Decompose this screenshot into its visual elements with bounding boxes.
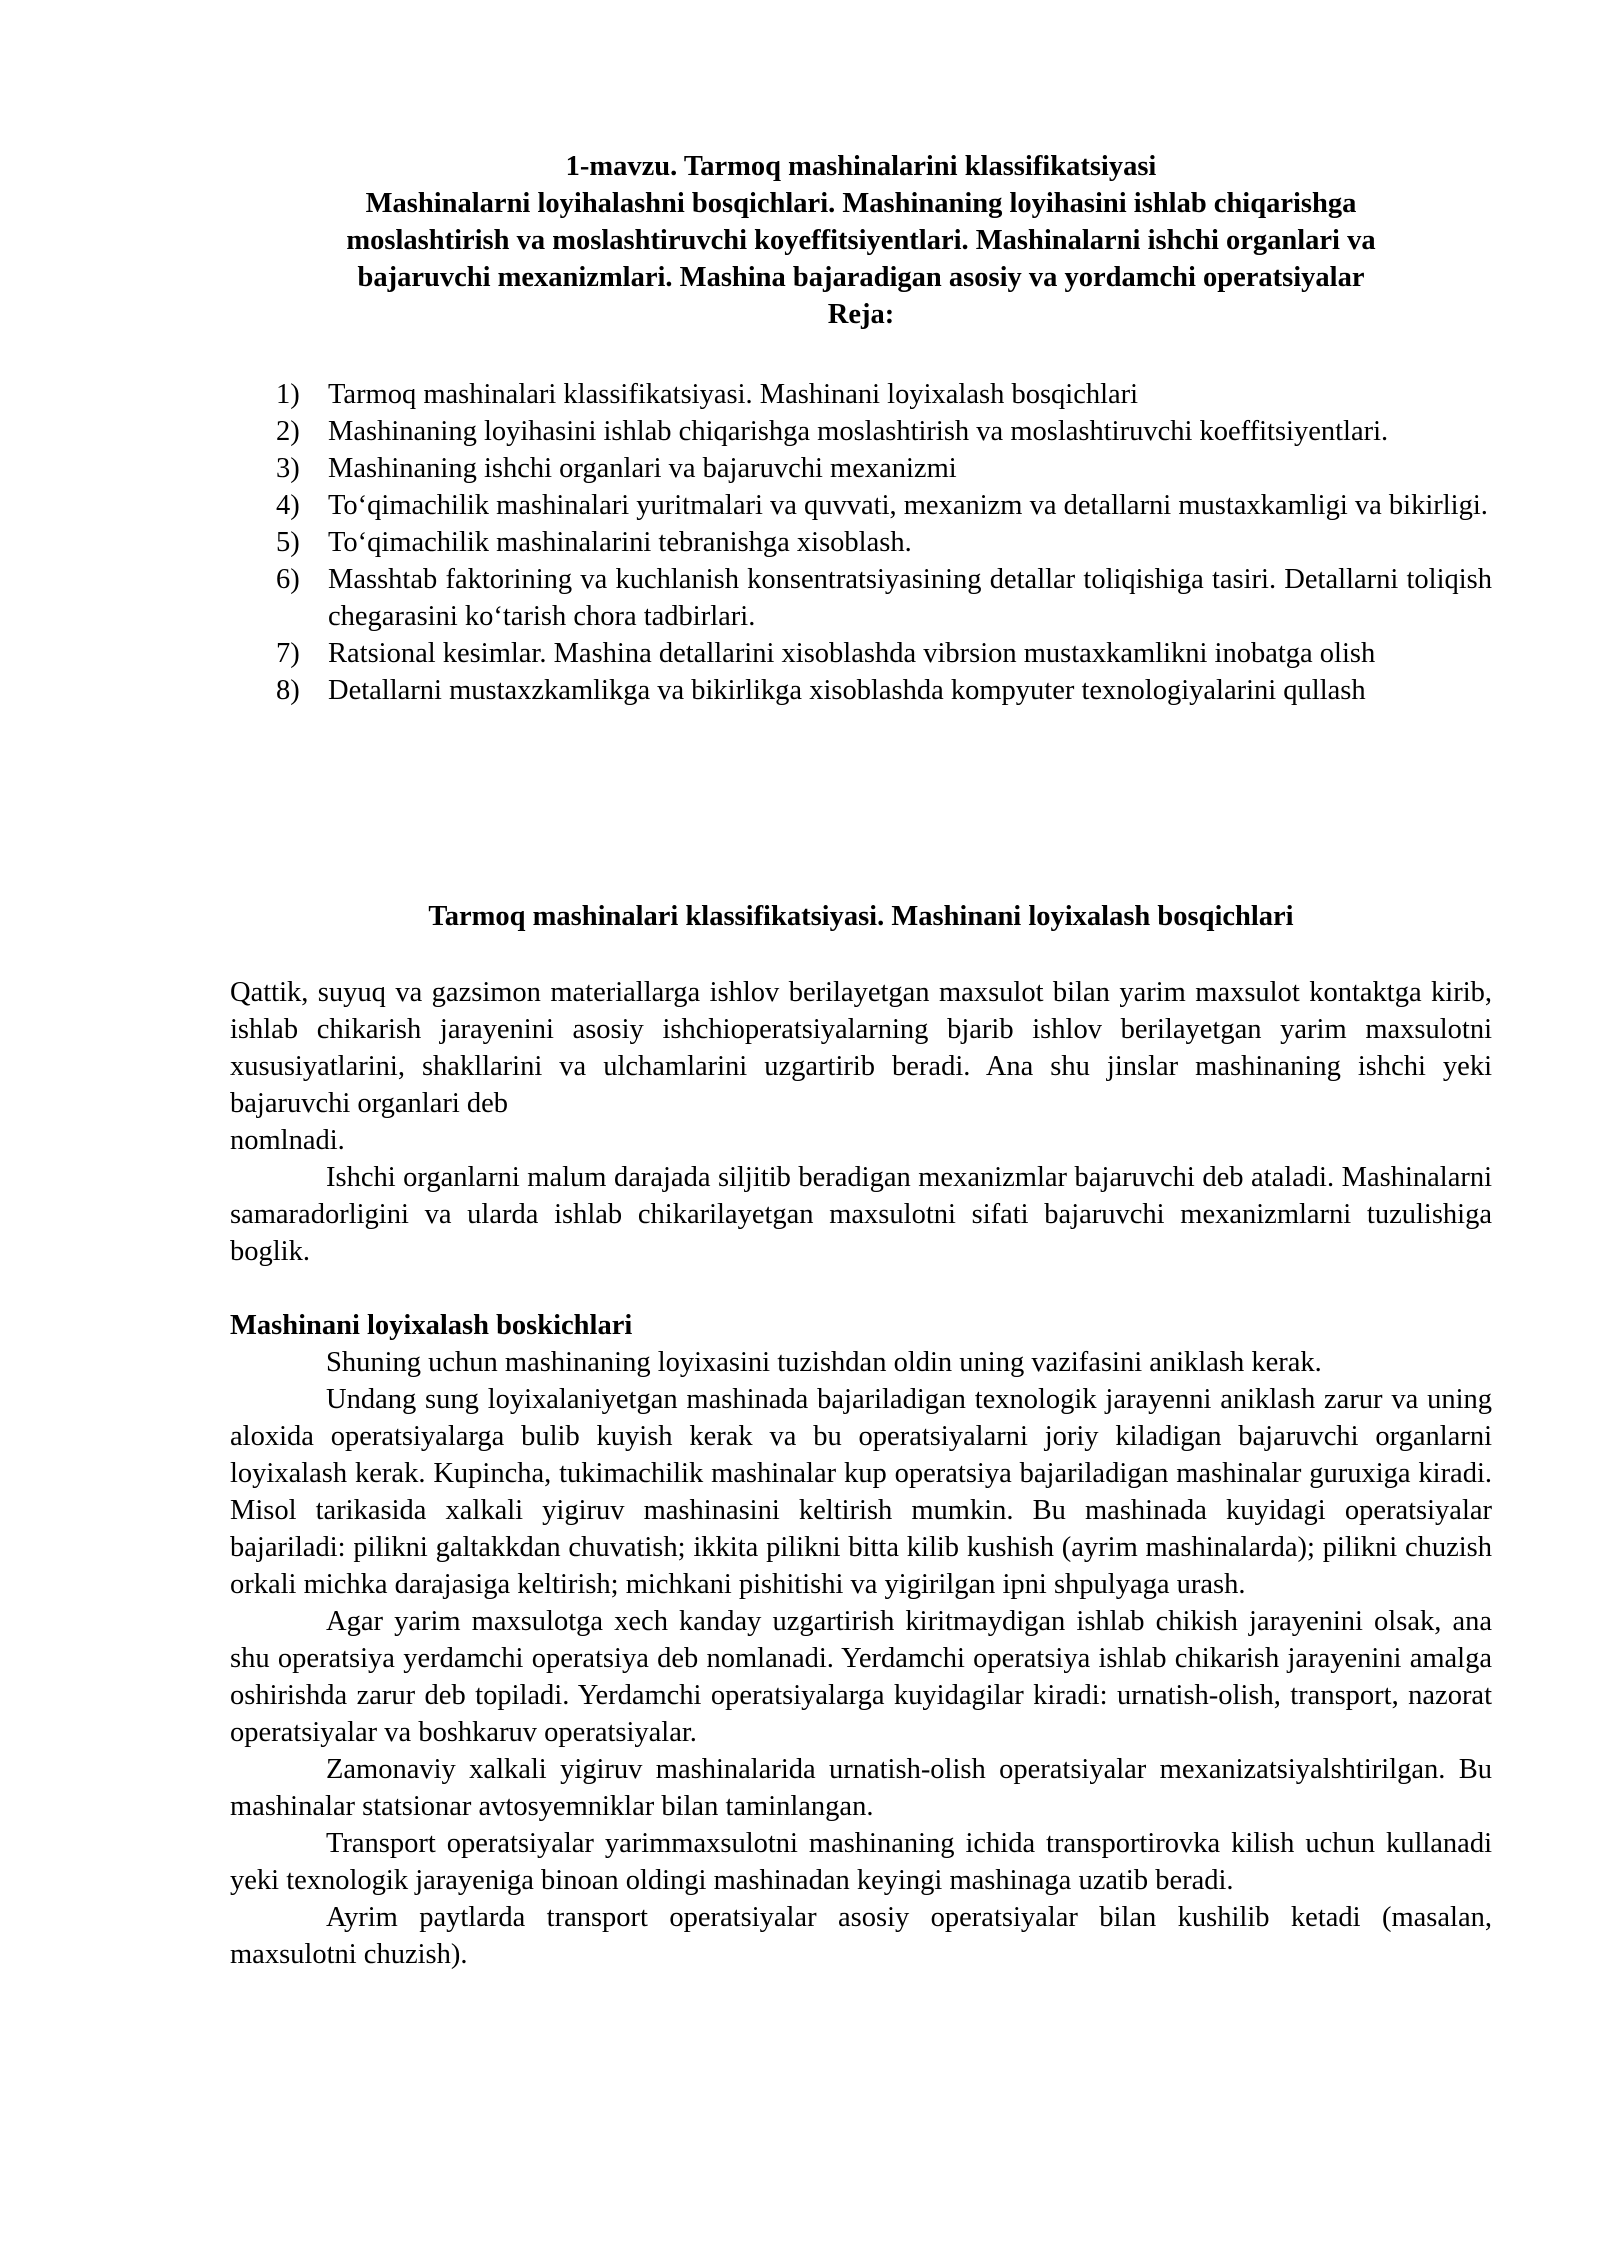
plan-item — [230, 561, 1492, 635]
plan-item-text: To‘qimachilik mashinalari yuritmalari va quvvati, mexanizm va detallarni mustaxkamligi va bikirligi. — [328, 490, 1488, 521]
plan-item — [230, 524, 1492, 561]
paragraph-ishchi-organlar: Ishchi organlarni malum darajada siljitib beradigan mexanizmlar bajaruvchi deb ataladi. Mashinalarni samaradorligini va ularda ishlab chikarilayetgan maxsulotni sifati bajaruvchi mexanizmlarni tuzulishiga boglik. — [230, 1162, 1492, 1267]
section-heading: Tarmoq mashinalari klassifikatsiyasi. Mashinani loyixalash bosqichlari — [428, 901, 1294, 932]
intro-paragraph — [230, 974, 1492, 1159]
plan-item-number: 6) — [276, 564, 300, 595]
plan-item — [230, 376, 1492, 413]
plan-item-number: 1) — [276, 379, 300, 410]
plan-item-number: 8) — [276, 675, 300, 706]
plan-item-text: Tarmoq mashinalari klassifikatsiyasi. Mashinani loyixalash bosqichlari — [328, 379, 1139, 410]
body-paragraph: Undang sung loyixalaniyetgan mashinada bajariladigan texnologik jarayenni aniklash zarur va uning aloxida operatsiyalarga bulib kuyish kerak va bu operatsiyalarni joriy kiladigan bajaruvchi organlarni loyixalash kerak. Kupincha, tukimachilik mashinalar kup operatsiya bajariladigan mashinalar guruxiga kiradi. Misol tarikasida xalkali yigiruv mashinasini keltirish mumkin. Bu mashinada kuyidagi operatsiyalar bajariladi: pilikni galtakkdan chuvatish; ikkita pilikni bitta kilib kushish (ayrim mashinalarda); pilikni chuzish orkali michka darajasiga keltirish; michkani pishitishi va yigirilgan ipni shpulyaga urash. — [230, 1384, 1492, 1600]
topic-subtitle-line-1: Mashinalarni loyihalashni bosqichlari. Mashinaning loyihasini ishlab chiqarishga — [365, 188, 1357, 219]
topic-subtitle-line-2: moslashtirish va moslashtiruvchi koyeffitsiyentlari. Mashinalarni ishchi organlari va — [346, 225, 1376, 256]
plan-item — [230, 672, 1492, 709]
plan-item-number: 7) — [276, 638, 300, 669]
plan-item-number: 2) — [276, 416, 300, 447]
plan-list — [230, 376, 1492, 709]
body-paragraph: Transport operatsiyalar yarimmaxsulotni mashinaning ichida transportirovka kilish uchun kullanadi yeki texnologik jarayeniga binoan oldingi mashinadan keyingi mashinaga uzatib beradi. — [230, 1828, 1492, 1896]
plan-item — [230, 487, 1492, 524]
body-paragraph: Ayrim paytlarda transport operatsiyalar asosiy operatsiyalar bilan kushilib ketadi (masalan, maxsulotni chuzish). — [230, 1902, 1492, 1970]
plan-item-text: Masshtab faktorining va kuchlanish konsentratsiyasining detallar toliqishiga tasiri. Detallarni toliqish chegarasini ko‘tarish chora tadbirlari. — [328, 564, 1492, 632]
plan-item-text: Mashinaning ishchi organlari va bajaruvchi mexanizmi — [328, 453, 957, 484]
plan-item-number: 4) — [276, 490, 300, 521]
plan-item-text: Detallarni mustaxzkamlikga va bikirlikga xisoblashda kompyuter texnologiyalarini qullash — [328, 675, 1366, 706]
intro-tail: nomlnadi. — [230, 1125, 345, 1156]
document-title — [230, 148, 1492, 333]
subheading: Mashinani loyixalash boskichlari — [230, 1310, 633, 1341]
topic-title: 1-mavzu. Tarmoq mashinalarini klassifikatsiyasi — [565, 151, 1157, 182]
plan-item-text: Ratsional kesimlar. Mashina detallarini xisoblashda vibrsion mustaxkamlikni inobatga olish — [328, 638, 1376, 669]
plan-item-text: Mashinaning loyihasini ishlab chiqarishga moslashtirish va moslashtiruvchi koeffitsiyentlari. — [328, 416, 1389, 447]
plan-item-number: 5) — [276, 527, 300, 558]
body-paragraph: Zamonaviy xalkali yigiruv mashinalarida urnatish-olish operatsiyalar mexanizatsiyalshtirilgan. Bu mashinalar statsionar avtosyemniklar bilan taminlangan. — [230, 1754, 1492, 1822]
plan-item — [230, 450, 1492, 487]
plan-heading: Reja: — [827, 299, 895, 330]
topic-subtitle-line-3: bajaruvchi mexanizmlari. Mashina bajaradigan asosiy va yordamchi operatsiyalar — [357, 262, 1365, 293]
intro-text: Qattik, suyuq va gazsimon materiallarga ishlov berilayetgan maxsulot bilan yarim maxsulot kontaktga kirib, ishlab chikarish jarayenini asosiy ishchioperatsiyalarning bjarib ishlov berilayetgan yarim maxsulotni xususiyatlarini, shakllarini va ulchamlarini uzgartirib beradi. Ana shu jinslar mashinaning ishchi yeki bajaruvchi organlari deb — [230, 977, 1492, 1119]
document-body — [230, 974, 1492, 1973]
body-paragraph: Agar yarim maxsulotga xech kanday uzgartirish kiritmaydigan ishlab chikish jarayenini olsak, ana shu operatsiya yerdamchi operatsiya deb nomlanadi. Yerdamchi operatsiya ishlab chikarish jarayenini amalga oshirishda zarur deb topiladi. Yerdamchi operatsiyalarga kuyidagilar kiradi: urnatish-olish, transport, nazorat operatsiyalar va boshkaruv operatsiyalar. — [230, 1606, 1492, 1748]
plan-item-text: To‘qimachilik mashinalarini tebranishga xisoblash. — [328, 527, 912, 558]
plan-item-number: 3) — [276, 453, 300, 484]
body-paragraph: Shuning uchun mashinaning loyixasini tuzishdan oldin uning vazifasini aniklash kerak. — [326, 1347, 1322, 1378]
plan-item — [230, 635, 1492, 672]
plan-item — [230, 413, 1492, 450]
